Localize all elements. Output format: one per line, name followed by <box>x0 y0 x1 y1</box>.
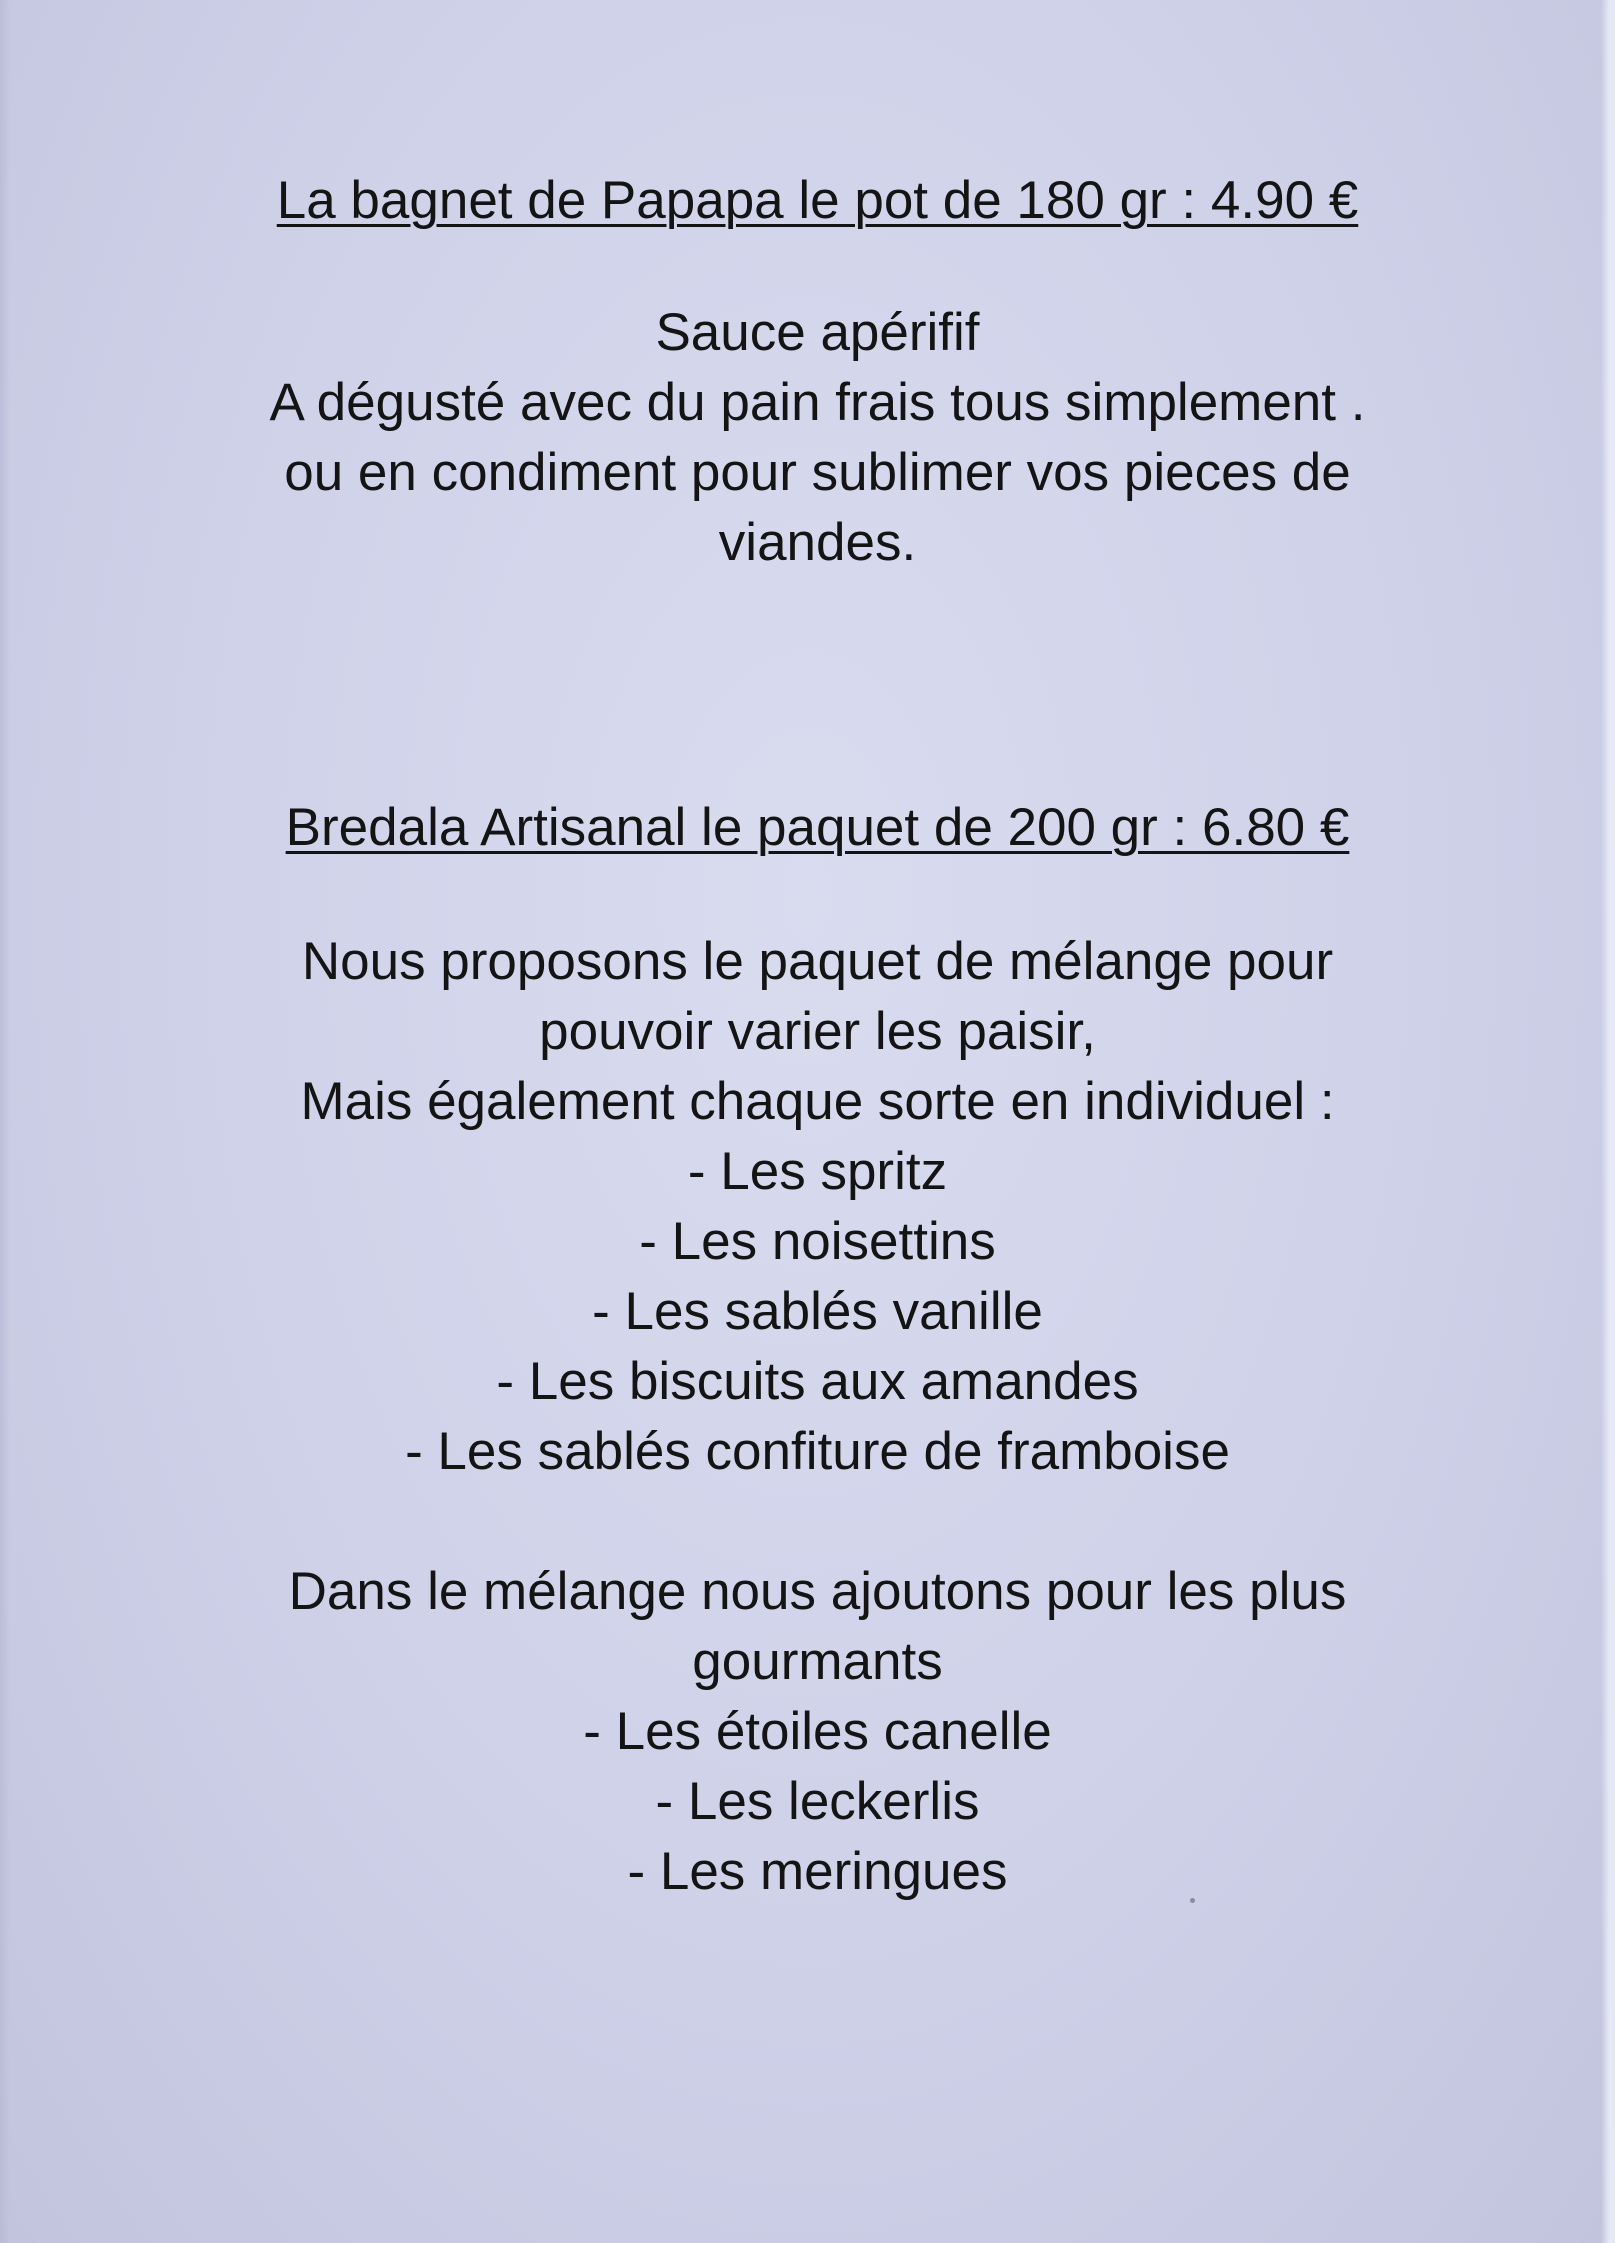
product-bredala <box>0 793 1615 1907</box>
description-line: gourmants <box>692 1632 943 1691</box>
description-line: Mais également chaque sorte en individuel : <box>300 1072 1335 1131</box>
extra-item: - Les meringues <box>627 1842 1008 1901</box>
extra-item: - Les leckerlis <box>655 1772 980 1831</box>
variety-list <box>0 1137 1615 1487</box>
description-line: Nous proposons le paquet de mélange pour <box>301 932 1334 991</box>
description-line: viandes. <box>718 513 917 572</box>
description-line: Dans le mélange nous ajoutons pour les plus <box>288 1562 1347 1621</box>
description-line: Sauce apérifif <box>655 303 980 362</box>
variety-item: - Les biscuits aux amandes <box>496 1352 1139 1411</box>
description-line: A dégusté avec du pain frais tous simplement . <box>269 373 1366 432</box>
variety-item: - Les spritz <box>687 1142 948 1201</box>
product-bagnet <box>0 166 1615 578</box>
paper-speck <box>1190 1898 1195 1903</box>
variety-item: - Les sablés confiture de framboise <box>405 1422 1230 1481</box>
extra-list <box>0 1697 1615 1907</box>
product-description <box>0 298 1615 578</box>
extra-description <box>0 1557 1615 1697</box>
product-title: La bagnet de Papapa le pot de 180 gr : 4.90 € <box>276 171 1359 230</box>
product-title: Bredala Artisanal le paquet de 200 gr : 6.80 € <box>285 798 1350 857</box>
product-description <box>0 927 1615 1137</box>
description-line: pouvoir varier les paisir, <box>539 1002 1096 1061</box>
variety-item: - Les sablés vanille <box>592 1282 1043 1341</box>
variety-item: - Les noisettins <box>639 1212 996 1271</box>
extra-item: - Les étoiles canelle <box>583 1702 1052 1761</box>
description-line: ou en condiment pour sublimer vos pieces de <box>284 443 1351 502</box>
